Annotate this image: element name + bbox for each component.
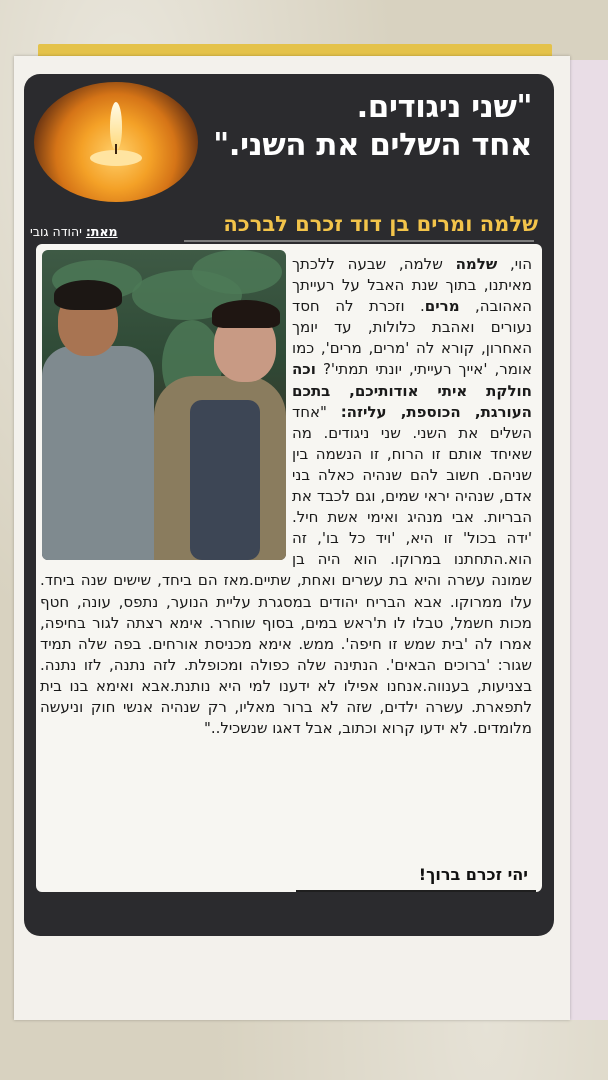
- memorial-candle-icon: [34, 82, 198, 202]
- candle-wick: [115, 144, 117, 154]
- newspaper-clipping: [14, 56, 570, 1020]
- couple-photo: [42, 250, 286, 560]
- body-text: "אחד השלים את השני. שני ניגודים. מה שאיחד אותם זו הרוח, זו הנשמה בין שניהם. חשוב להם שנהיה כאלה בני אדם, שנהיה יראי שמים, וגם לכבד את הבריות. אבי מנהיג ואימי אשת חיל. 'ידה בכול' זו היא, 'ויד כל בו', זה הוא.התחתנו במרוקו. הוא היה בן שמונה עשרה והיא בת עשרים ואחת, שתיים.מאז הם ביחד, שישים שנה ביחד. עלו ממרוקו. אבא הבריח יהודים במסגרת עליית הנוער, נתפס, עונה, חטף מכות חשמל, טבלו לו ת'ראש במים, בסוף שוחרר. אימא רצתה לגור בחיפה, אמרו לה 'בית שמש זו חיפה'. ממש. אימא מכניסת אורחים. בפה שלה תמיד שגור: 'ברוכים הבאים'. הנתינה שלה כפולה ומכופלת. לזה נתנה, לזו נתנה. בצניעות, בענווה.אנחנו אפילו לא ידענו למי היא נותנת.אבא ואימא בנו בית לתפארת. עשרה ילדים, שזה לא ברור מאליו, רק שנהיה אנשי חוק וניעשה מלומדים. לא ידעו קרוא וכתוב, אבל דאגו שנשכיל..": [40, 402, 532, 738]
- body-text: הוי,: [497, 255, 532, 273]
- woman-dress: [190, 400, 260, 560]
- headline-line-2: אחד השלים את השני.": [213, 127, 532, 163]
- man-hair: [54, 280, 122, 310]
- names-subtitle: שלמה ומרים בן דוד זכרם לברכה: [223, 212, 538, 236]
- man-figure: [42, 346, 154, 560]
- body-text-bold: מרים: [424, 297, 460, 316]
- byline-label: מאת:: [85, 224, 118, 239]
- byline-author: יהודה גובי: [30, 224, 82, 239]
- body-text-bold: שלמה: [455, 255, 498, 273]
- plant-leaf: [192, 250, 282, 294]
- byline: [30, 224, 118, 239]
- article-panel: [36, 244, 542, 892]
- body-text-bold: וכה חולקת איתי אודותיכם, בתכם העורגת, הכוספת, עליזה:: [292, 360, 532, 421]
- body-text: שלמה, שבעה ללכתך מאיתנו, בתוך שנת האבל על רעייתך האהובה,: [292, 255, 532, 316]
- headline: [202, 88, 532, 164]
- closing-line: יהי זכרם ברוך!: [418, 865, 528, 884]
- candle-flame: [110, 102, 122, 150]
- memorial-box: [24, 74, 554, 936]
- body-text: . וזכרת לה חסד נעורים ואהבת כלולות, עד יומך האחרון, קורא לה 'מרים, מרים', כמו אומר, 'אייך רעייתי, יונתי תמתי'?: [292, 297, 532, 379]
- woman-hat: [212, 300, 280, 328]
- closing-rule: [296, 890, 536, 892]
- divider: [184, 240, 534, 242]
- headline-line-1: "שני ניגודים.: [356, 89, 532, 125]
